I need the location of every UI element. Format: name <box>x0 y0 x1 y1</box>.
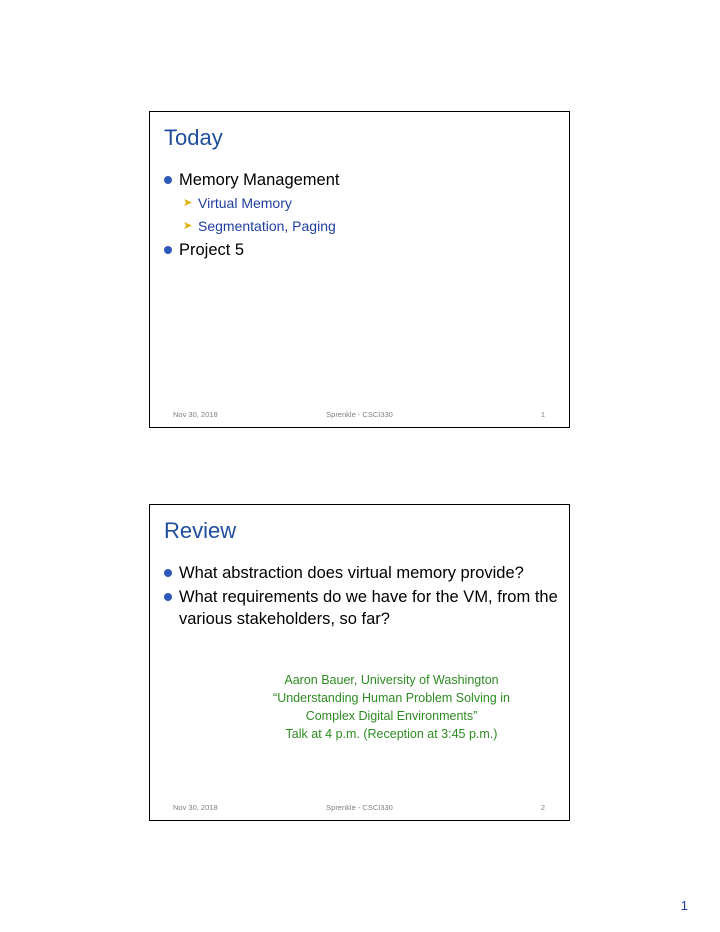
bullet-dot-icon <box>164 176 172 184</box>
bullet-item <box>162 562 559 584</box>
bullet-item <box>162 169 559 191</box>
slide-number: 2 <box>540 803 545 812</box>
footer-date: Nov 30, 2018 <box>173 803 218 812</box>
bullet-text: What abstraction does virtual memory provide? <box>179 564 524 582</box>
subbullet-text: Virtual Memory <box>198 195 292 211</box>
footer-date: Nov 30, 2018 <box>173 410 218 419</box>
bullet-list <box>162 169 559 263</box>
bullet-list <box>162 562 559 632</box>
arrow-bullet-icon: ➤ <box>183 197 193 209</box>
footer-course: Sprenkle - CSCI330 <box>326 803 393 812</box>
slide-title: Today <box>164 125 223 150</box>
bullet-dot-icon <box>164 246 172 254</box>
slide-number: 1 <box>540 410 545 419</box>
bullet-text: Project 5 <box>179 241 245 259</box>
talk-announcement <box>150 671 633 743</box>
subbullet-item <box>162 216 559 236</box>
slide-2 <box>149 504 570 821</box>
bullet-dot-icon <box>164 593 172 601</box>
bullet-text: What requirements do we have for the VM, from the various stakeholders, so far? <box>179 588 558 628</box>
footer-course: Sprenkle - CSCI330 <box>326 410 393 419</box>
subbullet-text: Segmentation, Paging <box>198 218 336 234</box>
announcement-line: “Understanding Human Problem Solving in <box>273 691 510 705</box>
bullet-dot-icon <box>164 569 172 577</box>
bullet-item <box>162 586 559 630</box>
page-number: 1 <box>680 898 688 913</box>
arrow-bullet-icon: ➤ <box>183 220 193 232</box>
announcement-line: Complex Digital Environments” <box>305 709 478 723</box>
bullet-item <box>162 239 559 261</box>
slide-title: Review <box>164 518 237 543</box>
subbullet-item <box>162 193 559 213</box>
announcement-line: Aaron Bauer, University of Washington <box>284 673 499 687</box>
announcement-line: Talk at 4 p.m. (Reception at 3:45 p.m.) <box>285 727 498 741</box>
slide-1 <box>149 111 570 428</box>
bullet-text: Memory Management <box>179 171 340 189</box>
